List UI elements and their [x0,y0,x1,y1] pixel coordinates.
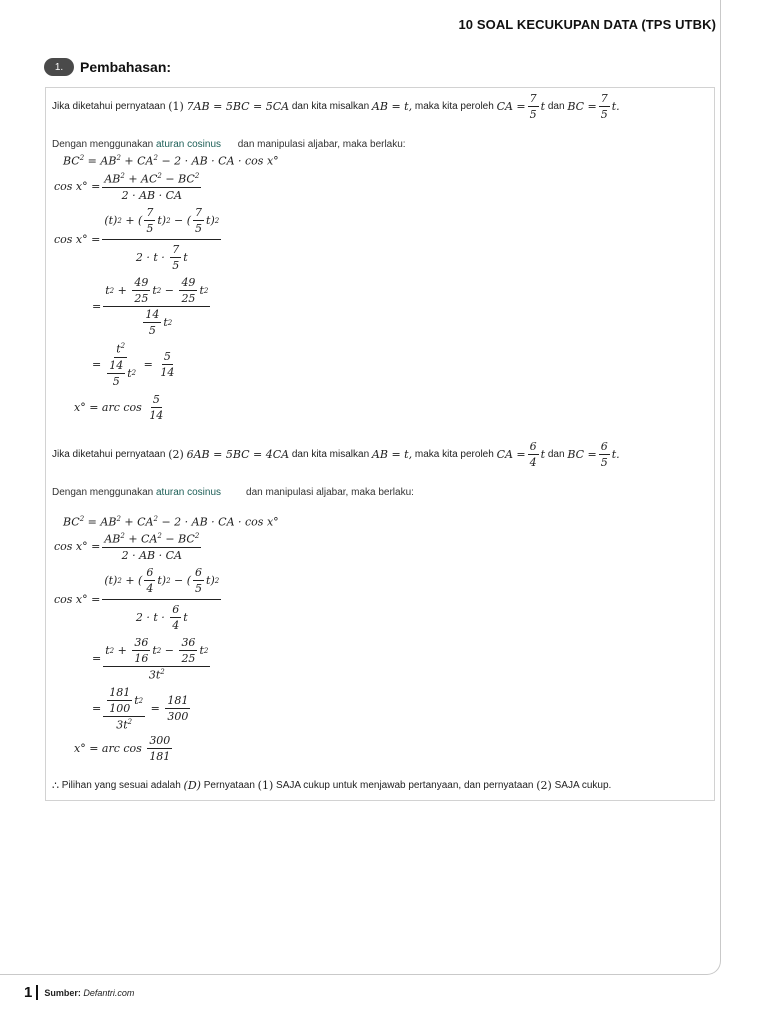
part1-ca-lhs: CA = [496,100,526,113]
part2-let-text: dan kita misalkan [291,449,370,460]
part2-bc-num: 6 [600,440,608,453]
part2-result-text: maka kita peroleh [414,449,494,460]
part2-method-pre: Dengan menggunakan [52,487,154,498]
part2-eq-substitution: cos x° = (t) 2 + ( $\frac{6}{4}$ t) 2 − ( $\frac{6}{5}$ t) 2 2 · t · $\frac{6}{4}$ t [54,566,220,632]
part2-bc-fraction [599,440,610,469]
part1-ca-t: t [540,100,546,113]
part1-bc-t: t. [611,100,620,113]
section-number-badge: 1. [44,58,74,76]
part2-let-math: AB = t, [371,448,413,461]
part2-intro [52,440,620,469]
conclusion-statement-2: (2) [536,779,552,792]
part2-eq-result: x° = arc cos $\frac{300}{181}$ [74,734,171,763]
part1-eq-law: $BC^2 = AB^2 + CA^2 - 2$ · AB · CA · cos x° [63,154,279,168]
part1-eq-cos-formula: cos x° = $\frac{AB^2 + AC^2 - BC^2}{2 \cdot AB \cdot CA}$ [54,172,200,202]
part1-let-text: dan kita misalkan [291,101,370,112]
page-number: 1 [24,984,33,1001]
part2-ca-fraction [528,440,539,469]
part1-intro [52,92,620,121]
part1-method-pre: Dengan menggunakan [52,139,154,150]
conclusion-line [52,779,611,792]
part1-method-line [52,139,406,150]
part1-bc-lhs: BC = [567,100,597,113]
conclusion-text-c: SAJA cukup untuk menjawab pertanyaan, dan pernyataan [276,780,534,791]
part2-ca-t: t [540,448,546,461]
part1-ca-den: 5 [529,108,537,121]
document-title: 10 SOAL KECUKUPAN DATA (TPS UTBK) [458,17,716,32]
conclusion-text-b: Pernyataan [203,780,255,791]
aturan-cosinus-link-1[interactable]: aturan cosinus [155,139,222,150]
part2-eq-step2: = t 2 + $\frac{36}{16}$ t 2 − $\frac{36}{25}$ t 2 $3t^2$ [92,636,209,682]
part1-eq-substitution: cos x° = (t) 2 + ( $\frac{7}{5}$ t) 2 − ( $\frac{7}{5}$ t) 2 2 · t · $\frac{7}{5}$ t [54,206,220,272]
therefore-symbol: ∴ [52,779,59,792]
footer-source [44,988,134,998]
part2-statement-number: (2) [168,448,184,461]
aturan-cosinus-link-2[interactable]: aturan cosinus [155,487,222,498]
part1-ca-fraction [528,92,539,121]
part1-eq-step2: = t 2 + $\frac{49}{25}$ t 2 − $\frac{49}{25}$ t 2 $\frac{14}{5}$ t 2 [92,276,209,337]
part1-statement-number: (1) [168,100,184,113]
part2-statement-math: 6AB = 5BC = 4CA [186,448,290,461]
part1-eq-result: x° = arc cos $\frac{5}{14}$ [74,393,164,422]
part2-ca-lhs: CA = [496,448,526,461]
conclusion-text-d: SAJA cukup. [554,780,612,791]
section-label: Pembahasan: [80,59,172,75]
part2-ca-num: 6 [529,440,537,453]
part1-ca-num: 7 [529,92,537,105]
part1-bc-fraction [599,92,610,121]
part1-let-math: AB = t, [371,100,413,113]
part1-intro-text: Jika diketahui pernyataan [52,101,166,112]
source-label: Sumber: [44,987,81,998]
part2-eq-law: $BC^2 = AB^2 + CA^2 - 2$ · AB · CA · cos x° [63,515,279,529]
part2-bc-den: 5 [600,456,608,469]
page-footer [24,984,134,1001]
part2-ca-den: 4 [529,456,537,469]
conclusion-text-a: Pilihan yang sesuai adalah [61,780,181,791]
part1-eq-step3: = $t^2$ $\frac{14}{5}$ t 2 = $\frac{5}{14}$ [92,342,175,388]
part2-bc-t: t. [611,448,620,461]
part2-eq-cos-formula: cos x° = $\frac{AB^2 + CA^2 - BC^2}{2 \cdot AB \cdot CA}$ [54,532,200,562]
section-heading [44,58,171,76]
part2-and-text: dan [547,449,565,460]
part2-method-post: dan manipulasi aljabar, maka berlaku: [246,487,414,498]
part2-intro-text: Jika diketahui pernyataan [52,449,166,460]
conclusion-choice: (D) [183,779,201,792]
part1-bc-den: 5 [600,108,608,121]
footer-divider [36,985,38,1000]
part2-bc-lhs: BC = [567,448,597,461]
part1-and-text: dan [547,101,565,112]
part1-result-text: maka kita peroleh [414,101,494,112]
conclusion-statement-1: (1) [257,779,274,792]
part1-statement-math: 7AB = 5BC = 5CA [186,100,290,113]
part2-eq-step3: = $\frac{181}{100}$ t 2 $3t^2$ = $\frac{181}{300}$ [92,686,189,732]
part1-bc-num: 7 [600,92,608,105]
source-value[interactable]: Defantri.com [83,987,135,998]
part1-method-post: dan manipulasi aljabar, maka berlaku: [237,139,406,150]
solution-box [45,87,715,801]
part2-method-line [52,487,414,498]
